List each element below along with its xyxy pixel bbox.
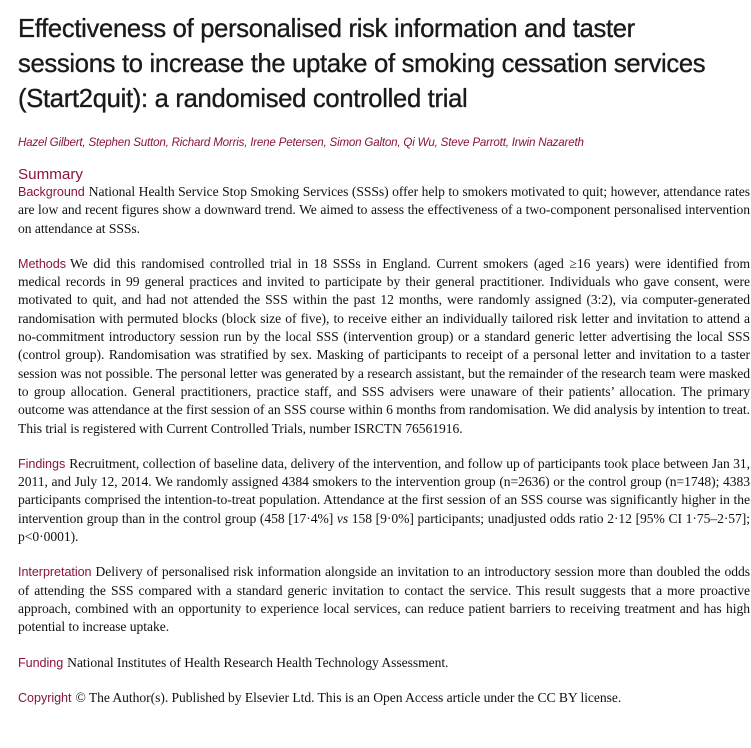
funding-text: National Institutes of Health Research Health Technology Assessment. <box>67 654 449 670</box>
interpretation-paragraph <box>18 563 750 636</box>
copyright-text: © The Author(s). Published by Elsevier Ltd. This is an Open Access article under the CC BY license. <box>75 689 622 705</box>
copyright-label: Copyright <box>18 690 72 705</box>
copyright-paragraph <box>18 689 750 707</box>
findings-text-part1: Recruitment, collection of baseline data, delivery of the intervention, and follow up of participants took place between Jan 31, 2011, and July 12, 2014. We randomly assigned 4384 smokers to the intervention group (n=2636) or the control group (n=1748); 4383 participants comprised the intention-to-treat population. Attendance at the first session of an SSS course was significantly higher in the intervention group than in the control group (458 [17·4%] <box>18 455 750 526</box>
article-page <box>18 12 750 707</box>
findings-label: Findings <box>18 456 66 471</box>
findings-vs: vs <box>336 510 349 526</box>
interpretation-text: Delivery of personalised risk information alongside an invitation to an introductory session more than doubled the odds of attending the SSS compared with a standard generic invitation to contact the service. This result suggests that a more proactive approach, combined with an opportunity to experience local services, can reduce patient barriers to receiving treatment and has high potential to increase uptake. <box>18 564 750 635</box>
findings-text-part2: 158 [9·0%] participants; unadjusted odds ratio 2·12 [95% CI 1·75–2·57]; p<0·0001). <box>18 510 750 545</box>
title-line-1: Effectiveness of personalised risk information and taster <box>18 15 635 43</box>
methods-text: We did this randomised controlled trial in 18 SSSs in England. Current smokers (aged ≥16 years) were identified from medical records in 99 general practices and invited to participate by their general practitioner. Individuals who gave consent, were motivated to quit, and had not attended the SSS within the past 12 months, were randomly assigned (3:2), via computer-generated randomisation with permuted blocks (block size of five), to receive either an individually tailored risk letter and invitation to attend a no-commitment introductory session run by the local SSS (intervention group) or a standard generic letter advertising the local SSS (control group). Randomisation was stratified by sex. Masking of participants to receipt of a personal letter and invitation to a taster session was not possible. The personal letter was generated by a research assistant, but the remainder of the research team were masked to group allocation. General practitioners, practice staff, and SSS advisers were unaware of their patients’ allocation. The primary outcome was attendance at the first session of an SSS course within 6 months from randomisation. We did analysis by intention to treat. This trial is registered with Current Controlled Trials, number ISRCTN 76561916. <box>18 255 750 436</box>
funding-paragraph <box>18 654 750 672</box>
background-text: National Health Service Stop Smoking Services (SSSs) offer help to smokers motivated to quit; however, attendance rates are low and recent figures show a downward trend. We aimed to assess the effectiveness of a two-component personalised intervention on attendance at SSSs. <box>18 184 750 236</box>
author-list: Hazel Gilbert, Stephen Sutton, Richard Morris, Irene Petersen, Simon Galton, Qi Wu, Steve Parrott, Irwin Nazareth <box>18 136 584 149</box>
title-line-2: sessions to increase the uptake of smoking cessation services <box>18 50 706 78</box>
article-title <box>18 12 750 117</box>
title-line-3: (Start2quit): a randomised controlled trial <box>18 85 468 113</box>
methods-label: Methods <box>18 256 66 271</box>
funding-label: Funding <box>18 655 64 670</box>
methods-paragraph <box>18 255 750 438</box>
background-label: Background <box>18 185 85 199</box>
background-paragraph <box>18 183 750 238</box>
findings-paragraph <box>18 455 750 546</box>
interpretation-label: Interpretation <box>18 565 92 580</box>
summary-heading: Summary <box>18 166 83 183</box>
